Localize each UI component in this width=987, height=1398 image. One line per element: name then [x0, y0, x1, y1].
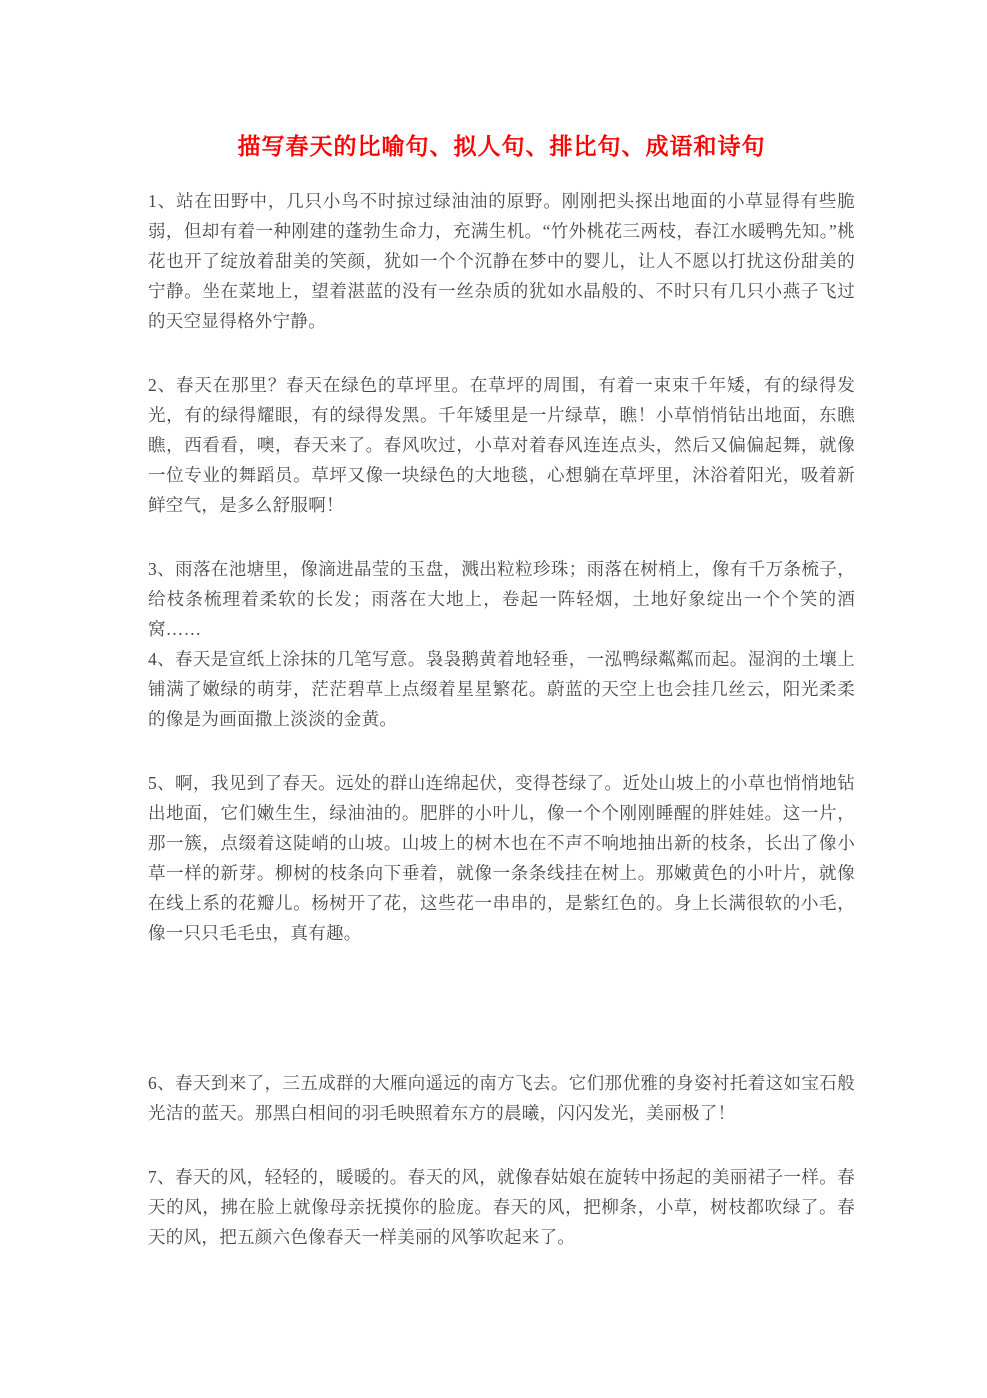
paragraph-7: 7、春天的风，轻轻的，暖暖的。春天的风，就像春姑娘在旋转中扬起的美丽裙子一样。春天的风，拂在脸上就像母亲抚摸你的脸庞。春天的风，把柳条，小草，树枝都吹绿了。春天的风，把五颜六色像春天一样美丽的风筝吹起来了。 — [148, 1167, 855, 1247]
paragraph-4: 4、春天是宣纸上涂抹的几笔写意。袅袅鹅黄着地轻垂，一泓鸭绿粼粼而起。湿润的土壤上铺满了嫩绿的萌芽，茫茫碧草上点缀着星星繁花。蔚蓝的天空上也会挂几丝云，阳光柔柔的像是为画面撒上淡淡的金黄。 — [148, 649, 855, 729]
paragraph-1: 1、站在田野中，几只小鸟不时掠过绿油油的原野。刚刚把头探出地面的小草显得有些脆弱，但却有着一种刚建的蓬勃生命力，充满生机。“竹外桃花三两枝，春江水暖鸭先知。”桃花也开了绽放着甜美的笑颜，犹如一个个沉静在梦中的婴儿，让人不愿以打扰这份甜美的宁静。坐在菜地上，望着湛蓝的没有一丝杂质的犹如水晶般的、不时只有几只小燕子飞过的天空显得格外宁静。 — [148, 191, 855, 331]
paragraph-5: 5、啊，我见到了春天。远处的群山连绵起伏，变得苍绿了。近处山坡上的小草也悄悄地钻出地面，它们嫩生生，绿油油的。肥胖的小叶儿，像一个个刚刚睡醒的胖娃娃。这一片，那一簇，点缀着这陡峭的山坡。山坡上的树木也在不声不响地抽出新的枝条，长出了像小草一样的新芽。柳树的枝条向下垂着，就像一条条线挂在树上。那嫩黄色的小叶片，就像在线上系的花瓣儿。杨树开了花，这些花一串串的，是紫红色的。身上长满很软的小毛，像一只只毛毛虫，真有趣。 — [148, 773, 855, 943]
paragraph-3: 3、雨落在池塘里，像滴进晶莹的玉盘，溅出粒粒珍珠；雨落在树梢上，像有千万条梳子，给枝条梳理着柔软的长发；雨落在大地上，卷起一阵轻烟，土地好象绽出一个个笑的酒窝…… — [148, 559, 855, 639]
document-title: 描写春天的比喻句、拟人句、排比句、成语和诗句 — [237, 134, 766, 159]
paragraph-6: 6、春天到来了，三五成群的大雁向遥远的南方飞去。它们那优雅的身姿衬托着这如宝石般光洁的蓝天。那黑白相间的羽毛映照着东方的晨曦，闪闪发光，美丽极了！ — [148, 1073, 855, 1123]
paragraph-2: 2、春天在那里？春天在绿色的草坪里。在草坪的周围，有着一束束千年矮，有的绿得发光，有的绿得耀眼，有的绿得发黑。千年矮里是一片绿草，瞧！小草悄悄钻出地面，东瞧瞧，西看看，噢，春天来了。春风吹过，小草对着春风连连点头，然后又偏偏起舞，就像一位专业的舞蹈员。草坪又像一块绿色的大地毯，心想躺在草坪里，沐浴着阳光，吸着新鲜空气，是多么舒服啊！ — [148, 375, 855, 515]
document-content — [148, 130, 855, 1252]
